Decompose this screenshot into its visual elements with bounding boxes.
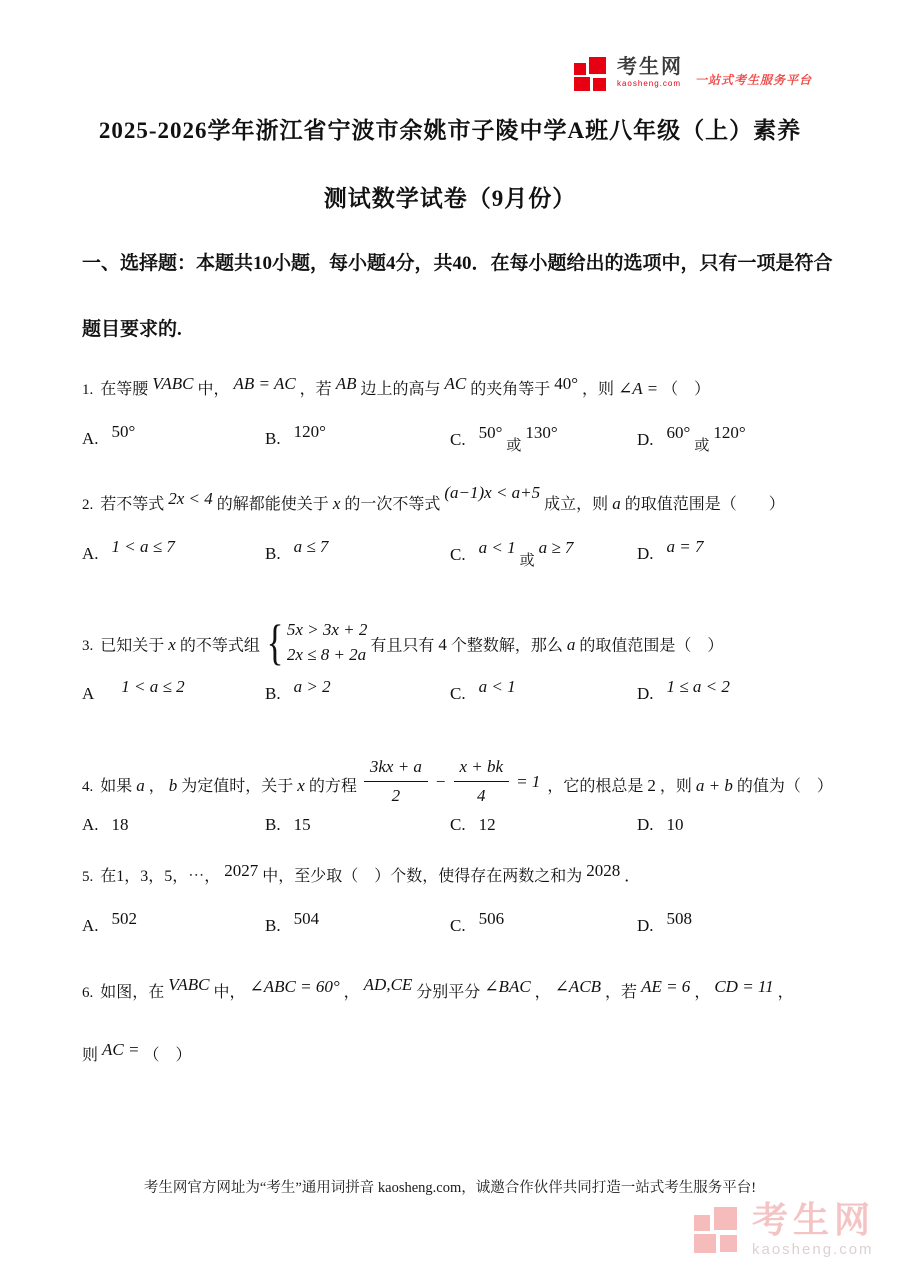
question-text: 中， [213, 984, 246, 1001]
math-expression: a [566, 635, 576, 655]
question-5 [82, 863, 640, 890]
option-label: A. [82, 429, 99, 448]
option-label: D. [637, 430, 654, 449]
question-2-options [82, 537, 842, 569]
question-text: 如图，在 [100, 984, 165, 1001]
answer-blank: （ ） [662, 381, 711, 398]
logo-block-icon [714, 1207, 737, 1230]
option-4-d [637, 815, 842, 835]
option-label: D. [637, 916, 654, 935]
fraction [364, 754, 428, 809]
logo-brand-text: 考生网 [616, 56, 683, 78]
math-expression: CD = 11 [714, 977, 774, 996]
question-text: ，则 [582, 381, 615, 398]
math-expression: 2x < 4 [168, 489, 213, 508]
option-value: a < 1 [478, 677, 516, 696]
footer-text: 考生网官方网址为“考生”通用词拼音 kaosheng.com，诚邀合作伙伴共同打造一站式考生服务平台! [143, 1180, 757, 1196]
question-6 [82, 975, 794, 1006]
option-label: A. [82, 916, 99, 935]
option-label: A. [82, 544, 99, 563]
question-text: ， [694, 984, 711, 1001]
option-1-b [265, 422, 450, 450]
option-value: 506 [478, 909, 505, 928]
option-1-a [82, 422, 265, 450]
question-number: 6. [82, 985, 94, 1001]
math-expression: 4 [438, 635, 447, 655]
question-text: ． [624, 868, 641, 885]
option-3-b [265, 677, 450, 704]
system-lines [287, 619, 368, 667]
option-conjunction: 或 [694, 438, 710, 454]
section-header-line1: 一、选择题：本题共10小题，每小题4分，共40．在每小题给出的选项中，只有一项是符合 [82, 253, 833, 274]
fraction-denominator: 4 [477, 786, 486, 805]
option-label: A. [82, 815, 99, 834]
math-expression: a + b [695, 776, 733, 796]
answer-blank: 的值为（ ） [736, 778, 833, 796]
answer-blank: 的取值范围是（ ） [624, 496, 785, 513]
question-text: ，则 [659, 778, 692, 796]
system-brace: { [266, 614, 284, 671]
question-2 [82, 483, 785, 518]
option-value: 1 < a ≤ 7 [111, 537, 175, 556]
question-text: 在等腰 [100, 381, 149, 398]
question-text: 的方程 [308, 778, 357, 796]
option-2-a [82, 537, 265, 565]
math-expression: AB [335, 374, 357, 393]
option-value: 504 [293, 909, 320, 928]
logo-block-icon [694, 1234, 716, 1253]
option-value: 120° [293, 422, 326, 441]
option-label: D. [637, 684, 654, 703]
option-conjunction: 或 [519, 553, 535, 569]
question-text: 已知关于 [100, 637, 165, 655]
kaosheng-watermark-logo-icon [694, 1207, 740, 1253]
math-expression: 2028 [586, 861, 621, 880]
equals-one: = 1 [516, 771, 541, 791]
option-conjunction: 或 [506, 438, 522, 454]
option-label: A [82, 684, 95, 703]
question-text: 的解都能使关于 [216, 496, 329, 513]
option-label: D. [637, 544, 654, 563]
math-expression: 2027 [224, 861, 259, 880]
option-value: 1 ≤ a < 2 [666, 677, 730, 696]
option-2-d [637, 537, 842, 565]
option-value: 50° [111, 422, 136, 441]
question-text: ， [343, 984, 360, 1001]
math-expression: AC [444, 374, 467, 393]
option-2-c [450, 538, 637, 569]
question-text: ，若 [299, 381, 332, 398]
fraction-equation [364, 754, 540, 809]
question-text: 中， [197, 381, 230, 398]
option-label: C. [450, 684, 466, 703]
question-number: 3. [82, 638, 94, 655]
option-value: 508 [666, 909, 693, 928]
option-4-a [82, 815, 265, 835]
option-4-c [450, 815, 637, 835]
system-line-2: 2x ≤ 8 + 2a [286, 644, 367, 664]
question-3 [82, 614, 724, 671]
question-text: 个整数解，那么 [450, 637, 563, 655]
logo-block-icon [593, 78, 606, 91]
option-value: 18 [111, 815, 129, 834]
math-expression: 2 [647, 776, 656, 796]
watermark-domain-text: kaosheng.com [751, 1241, 874, 1258]
question-text: 如果 [100, 778, 133, 796]
math-expression: x [332, 494, 341, 513]
option-label: B. [265, 429, 281, 448]
math-expression: x [297, 776, 305, 796]
watermark-text-column [751, 1199, 875, 1258]
question-text: 的夹角等于 [470, 381, 551, 398]
question-text: 则 [82, 1047, 99, 1064]
header-logo [574, 57, 812, 91]
question-text: 的一次不等式 [344, 496, 441, 513]
math-expression: ∠A = [618, 379, 659, 398]
option-1-d [637, 423, 842, 454]
math-expression: VABC [168, 975, 210, 994]
option-value: 60° [666, 423, 691, 442]
logo-brand-column [617, 57, 683, 88]
minus-operator: − [435, 771, 446, 791]
logo-tagline: 一站式考生服务平台 [694, 73, 812, 87]
option-value: 50° [478, 423, 503, 442]
logo-block-icon [589, 57, 606, 74]
question-text: 分别平分 [416, 984, 481, 1001]
option-value: 10 [666, 815, 684, 834]
option-value: 12 [478, 815, 496, 834]
math-expression: a [136, 776, 145, 796]
question-text: ，若 [605, 984, 638, 1001]
question-text: ， [148, 778, 165, 796]
math-expression: 40° [554, 374, 579, 393]
option-value: 120° [713, 423, 746, 442]
question-text: 边上的高与 [360, 381, 441, 398]
question-text: ，它的根总是 [547, 778, 644, 796]
question-number: 1. [82, 382, 94, 398]
option-value: a > 2 [293, 677, 331, 696]
kaosheng-logo-icon [574, 57, 608, 91]
option-label: B. [265, 916, 281, 935]
option-4-b [265, 815, 450, 835]
fraction-numerator: x + bk [454, 754, 510, 782]
math-expression: x [168, 635, 176, 655]
math-expression: AB = AC [233, 374, 296, 393]
logo-block-icon [574, 63, 586, 75]
watermark [694, 1199, 875, 1258]
logo-block-icon [720, 1235, 737, 1252]
option-2-b [265, 537, 450, 565]
option-value: a < 1 [478, 538, 516, 557]
question-text: 在1，3，5，⋯， [100, 868, 221, 885]
option-value: 502 [111, 909, 138, 928]
option-label: B. [265, 684, 281, 703]
option-value: a ≥ 7 [538, 538, 574, 557]
option-label: C. [450, 545, 466, 564]
question-number: 2. [82, 497, 94, 513]
question-1-options [82, 422, 842, 454]
option-label: C. [450, 815, 466, 834]
fraction [454, 754, 510, 809]
question-1 [82, 376, 710, 403]
logo-block-icon [694, 1215, 710, 1231]
logo-domain-text: kaosheng.com [616, 79, 682, 88]
question-3-options [82, 677, 842, 704]
question-text: ， [534, 984, 551, 1001]
question-text: 中，至少取（ ）个数，使得存在两数之和为 [262, 868, 583, 885]
math-expression: (a−1)x < a+5 [444, 483, 541, 502]
question-4 [82, 757, 833, 815]
math-expression: ∠BAC [484, 977, 531, 996]
question-5-options [82, 909, 842, 936]
logo-block-icon [574, 77, 590, 91]
fraction-numerator: 3kx + a [364, 754, 428, 782]
question-text: 为定值时，关于 [181, 778, 294, 796]
option-5-b [265, 909, 450, 936]
inequality-system [263, 614, 368, 671]
question-4-options [82, 815, 842, 835]
option-5-a [82, 909, 265, 936]
option-value: 1 < a ≤ 2 [121, 677, 185, 696]
question-text: 的不等式组 [179, 637, 260, 655]
math-expression: AD,CE [363, 975, 413, 994]
question-6-line2 [82, 1042, 191, 1069]
math-expression: b [168, 776, 178, 796]
option-label: B. [265, 815, 281, 834]
question-number: 5. [82, 869, 94, 885]
math-expression: ∠ACB [554, 977, 602, 996]
question-text: 成立，则 [544, 496, 609, 513]
option-value: 130° [525, 423, 558, 442]
option-value: 15 [293, 815, 311, 834]
option-value: a = 7 [666, 537, 704, 556]
option-1-c [450, 423, 637, 454]
math-expression: ∠ABC = 60° [249, 977, 340, 996]
option-label: B. [265, 544, 281, 563]
fraction-denominator: 2 [391, 786, 401, 805]
option-label: C. [450, 916, 466, 935]
option-5-c [450, 909, 637, 936]
question-text: 若不等式 [100, 496, 165, 513]
question-text: 有且只有 [370, 637, 435, 655]
option-3-c [450, 677, 637, 704]
option-3-d [637, 677, 842, 704]
answer-blank: 的取值范围是（ ） [579, 637, 724, 655]
doc-title-line2: 测试数学试卷（9月份） [323, 186, 577, 211]
option-label: D. [637, 815, 654, 834]
watermark-brand-text: 考生网 [751, 1199, 875, 1240]
system-line-1: 5x > 3x + 2 [286, 620, 368, 639]
math-expression: a [612, 494, 621, 513]
math-expression: VABC [152, 374, 194, 393]
option-label: C. [450, 430, 466, 449]
doc-title-line1: 2025-2026学年浙江省宁波市余姚市子陵中学A班八年级（上）素养 [98, 118, 802, 143]
option-3-a [82, 677, 265, 704]
math-expression: AE = 6 [641, 977, 691, 996]
option-5-d [637, 909, 842, 936]
question-text: ， [777, 984, 794, 1001]
answer-blank: （ ） [143, 1047, 192, 1064]
math-expression: AC = [102, 1040, 140, 1059]
option-value: a ≤ 7 [293, 537, 329, 556]
question-number: 4. [82, 779, 94, 796]
section-header-line2: 题目要求的. [82, 319, 182, 340]
